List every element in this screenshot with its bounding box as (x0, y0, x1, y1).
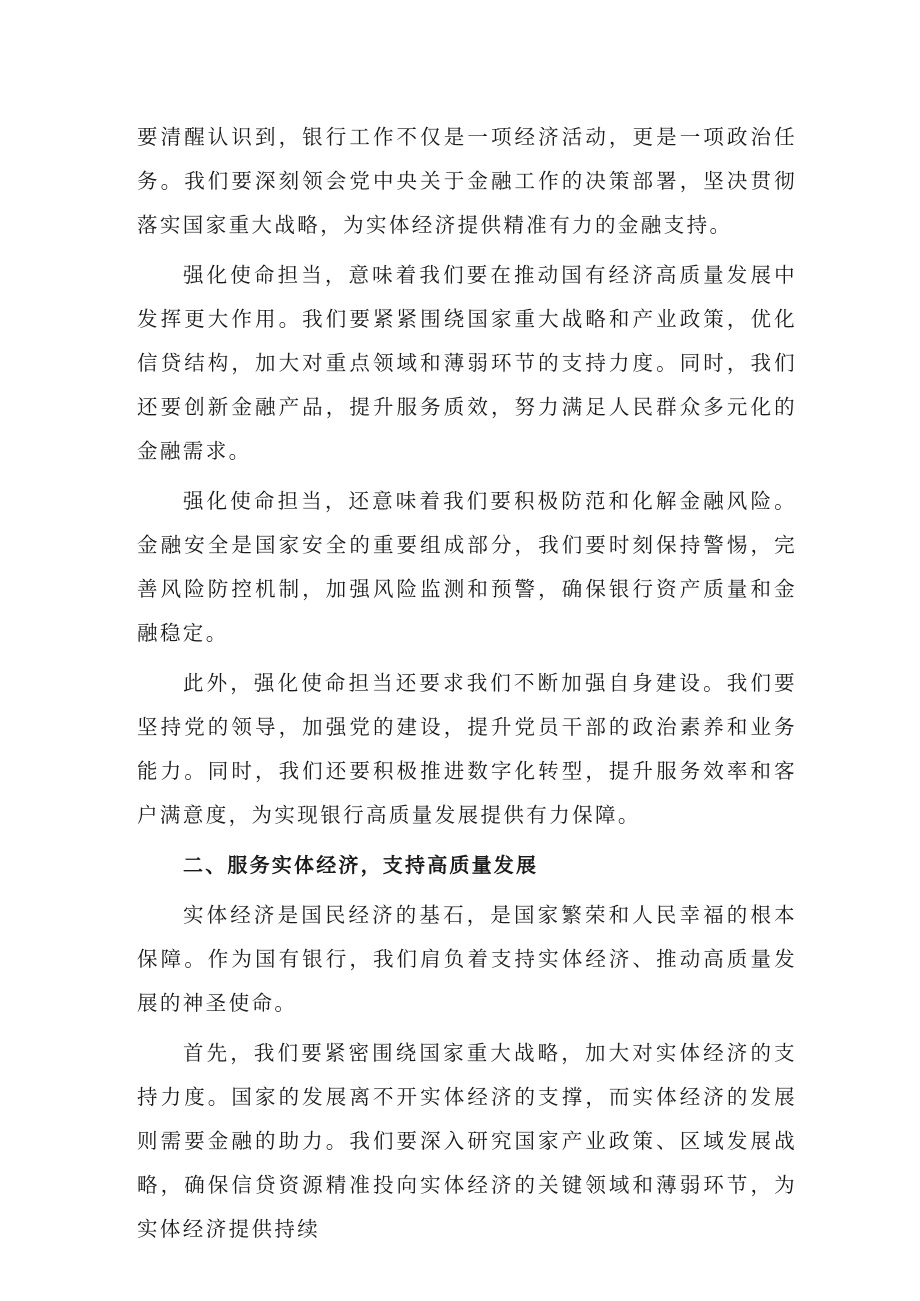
document-page (137, 115, 797, 1257)
section-paragraph-2: 首先，我们要紧密围绕国家重大战略，加大对实体经济的支持力度。国家的发展离不开实体经济的支撑，而实体经济的发展则需要金融的助力。我们要深入研究国家产业政策、区域发展战略，确保信贷资源精准投向实体经济的关键领域和薄弱环节，为实体经济提供持续 (137, 1041, 797, 1241)
paragraph-2: 强化使命担当，意味着我们要在推动国有经济高质量发展中发挥更大作用。我们要紧紧围绕国家重大战略和产业政策，优化信贷结构，加大对重点领域和薄弱环节的支持力度。同时，我们还要创新金融产品，提升服务质效，努力满足人民群众多元化的金融需求。 (137, 263, 797, 463)
section-paragraph-1: 实体经济是国民经济的基石，是国家繁荣和人民幸福的根本保障。作为国有银行，我们肩负着支持实体经济、推动高质量发展的神圣使命。 (137, 903, 797, 1015)
paragraph-4: 此外，强化使命担当还要求我们不断加强自身建设。我们要坚持党的领导，加强党的建设，提升党员干部的政治素养和业务能力。同时，我们还要积极推进数字化转型，提升服务效率和客户满意度，为实现银行高质量发展提供有力保障。 (137, 671, 797, 827)
section-heading: 二、服务实体经济，支持高质量发展 (183, 853, 539, 877)
paragraph-3: 强化使命担当，还意味着我们要积极防范和化解金融风险。金融安全是国家安全的重要组成部分，我们要时刻保持警惕，完善风险防控机制，加强风险监测和预警，确保银行资产质量和金融稳定。 (137, 489, 797, 645)
paragraph-1: 要清醒认识到，银行工作不仅是一项经济活动，更是一项政治任务。我们要深刻领会党中央关于金融工作的决策部署，坚决贯彻落实国家重大战略，为实体经济提供精准有力的金融支持。 (137, 125, 797, 237)
